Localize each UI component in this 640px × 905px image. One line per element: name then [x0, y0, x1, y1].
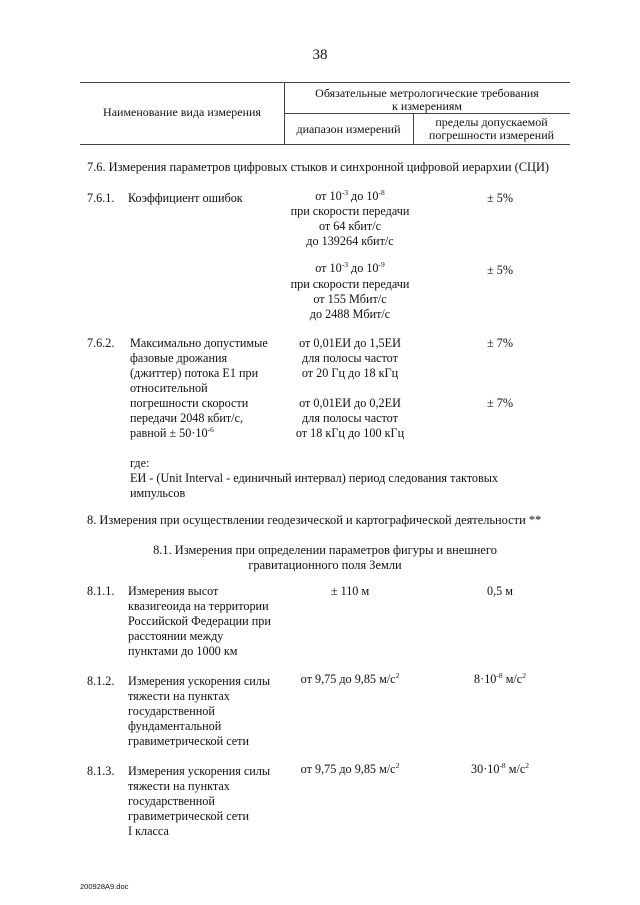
range-value: от $10^{-3}$ до $10^{-9}$	[315, 259, 385, 275]
item-name-line: государственной	[128, 704, 215, 718]
item-name-line: I класса	[128, 824, 169, 838]
header-bottom-rule	[80, 144, 570, 145]
range-value: от 9,75 до 9,85 $м/с^2$	[300, 670, 400, 686]
section-title: 8. Измерения при осуществлении геодезической и картографической деятельности **	[87, 513, 542, 527]
item-name: Коэффициент ошибок	[128, 191, 243, 205]
range-line: до 2488 Мбит/с	[309, 307, 391, 321]
item-name-line: (джиттер) потока Е1 при	[130, 366, 259, 380]
footer-filename: 200928A9.doc	[80, 882, 129, 891]
item-name-line: Максимально допустимые	[130, 336, 268, 350]
item-number: 8.1.3.	[87, 764, 115, 778]
item-name-line: государственной	[128, 794, 215, 808]
range-line: от 0,01ЕИ до 1,5ЕИ	[299, 336, 401, 350]
item-number: 7.6.1.	[87, 191, 115, 205]
item-name-line: Измерения ускорения силы	[128, 764, 271, 778]
col-error-header-2: погрешности измерений	[428, 128, 555, 142]
item-name-line: гравиметрической сети	[128, 809, 250, 823]
error-value: $30\cdot 10^{-8}$ $м/с^2$	[471, 760, 529, 776]
header-top-rule	[80, 82, 570, 83]
item-number: 7.6.2.	[87, 336, 115, 350]
error-value: $8\cdot 10^{-8}$ $м/с^2$	[474, 670, 526, 686]
section-title: 7.6. Измерения параметров цифровых стыков и синхронной цифровой иерархии (СЦИ)	[87, 160, 550, 174]
range-line: до 139264 кбит/с	[306, 234, 394, 248]
subsection-title: 8.1. Измерения при определении параметров фигуры и внешнего	[153, 543, 497, 557]
range-line: для полосы частот	[302, 351, 398, 365]
item-name-line: фазовые дрожания	[130, 351, 228, 365]
col-range-header: диапазон измерений	[296, 122, 401, 136]
note-line: ЕИ - (Unit Interval - единичный интервал) период следования тактовых	[130, 471, 499, 485]
header-mid-rule	[284, 113, 570, 114]
item-name-line: относительной	[130, 381, 208, 395]
item-name-line: гравиметрической сети	[128, 734, 250, 748]
item-name-line: равной ± $50\cdot 10^{-6}$	[130, 424, 214, 440]
error-value: ± 7%	[487, 336, 513, 350]
note-line: где:	[130, 456, 150, 470]
item-name-line: Измерения высот	[128, 584, 219, 598]
error-value: 0,5 м	[487, 584, 513, 598]
range-line: при скорости передачи	[290, 204, 410, 218]
error-value: ± 7%	[487, 396, 513, 410]
item-name-line: Измерения ускорения силы	[128, 674, 271, 688]
item-name-line: расстоянии между	[128, 629, 224, 643]
range-line: от 20 Гц до 18 кГц	[301, 366, 399, 380]
item-name-line: передачи 2048 кбит/с,	[130, 411, 244, 425]
item-name-line: пунктами до 1000 км	[128, 644, 238, 658]
col-error-header-1: пределы допускаемой	[435, 115, 548, 129]
range-value: от $10^{-3}$ до $10^{-8}$	[315, 187, 385, 203]
range-line: для полосы частот	[302, 411, 398, 425]
range-value: от 9,75 до 9,85 $м/с^2$	[300, 760, 400, 776]
range-line: от 18 кГц до 100 кГц	[295, 426, 405, 440]
page-number: 38	[312, 47, 328, 63]
range-line: от 64 кбит/с	[318, 219, 381, 233]
range-line: от 0,01ЕИ до 0,2ЕИ	[299, 396, 401, 410]
note-line: импульсов	[130, 486, 186, 500]
error-value: ± 5%	[487, 263, 513, 277]
item-number: 8.1.1.	[87, 584, 115, 598]
item-name-line: фундаментальной	[128, 719, 222, 733]
col-requirements-header-1: Обязательные метрологические требования	[315, 86, 539, 100]
item-name-line: погрешности скорости	[130, 396, 249, 410]
error-value: ± 5%	[487, 191, 513, 205]
item-number: 8.1.2.	[87, 674, 115, 688]
item-name-line: квазигеоида на территории	[128, 599, 269, 613]
range-line: от 155 Мбит/с	[313, 292, 387, 306]
col-name-header: Наименование вида измерения	[103, 105, 261, 119]
item-name-line: тяжести на пунктах	[128, 689, 230, 703]
range-line: при скорости передачи	[290, 277, 410, 291]
item-name-line: Российской Федерации при	[128, 614, 271, 628]
item-name-line: тяжести на пунктах	[128, 779, 230, 793]
range-value: ± 110 м	[330, 584, 370, 598]
col-requirements-header-2: к измерениям	[391, 99, 463, 113]
subsection-title: гравитационного поля Земли	[248, 558, 402, 572]
